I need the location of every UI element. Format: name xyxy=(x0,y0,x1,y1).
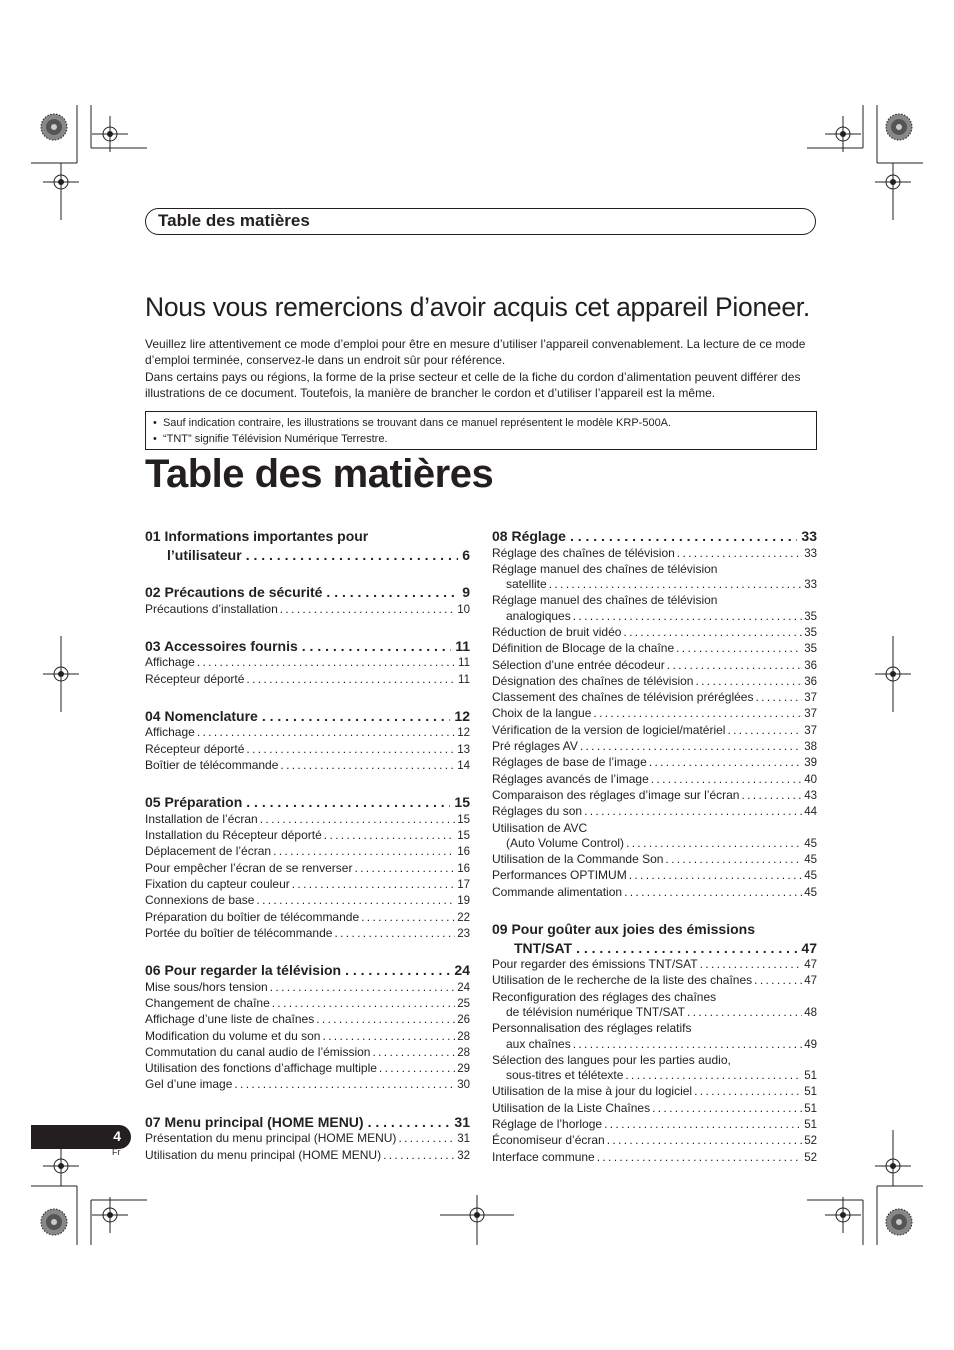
note-item: • Sauf indication contraire, les illustrations se trouvant dans ce manuel représentent le modèle KRP-500A. xyxy=(153,417,672,429)
entry-text: Portée du boîtier de télécommande xyxy=(145,925,333,940)
toc-entry[interactable]: Réglage manuel des chaînes de télévision xyxy=(492,561,718,576)
toc-section-09 xyxy=(492,920,817,1166)
toc-entry[interactable] xyxy=(492,658,817,674)
section-title-cont[interactable]: l’utilisateur xyxy=(167,546,242,563)
toc-entry[interactable] xyxy=(492,1068,817,1084)
section-title: 04 Nomenclature xyxy=(145,707,258,724)
toc-entry[interactable] xyxy=(145,742,470,758)
toc-section-03 xyxy=(145,637,470,688)
toc-entry[interactable] xyxy=(492,973,817,989)
entry-text: Interface commune xyxy=(492,1149,595,1164)
entry-text: Modification du volume et du son xyxy=(145,1028,321,1043)
entry-text: Présentation du menu principal (HOME MENU) xyxy=(145,1131,397,1146)
entry-text: Réglage des chaînes de télévision xyxy=(492,545,675,560)
entry-page: 49 xyxy=(804,1038,817,1051)
toc-entry[interactable]: Réglage manuel des chaînes de télévision xyxy=(492,593,718,608)
section-title: 02 Précautions de sécurité xyxy=(145,584,323,600)
entry-text: Installation de l’écran xyxy=(145,811,258,826)
entry-text: (Auto Volume Control) xyxy=(506,835,625,850)
entry-page: 37 xyxy=(804,692,817,705)
section-title: 08 Réglage xyxy=(492,528,566,544)
toc-column-right xyxy=(492,527,817,1185)
entry-page: 35 xyxy=(804,626,817,639)
toc-entry[interactable] xyxy=(145,602,470,618)
entry-text: Utilisation de la Liste Chaînes xyxy=(492,1100,651,1115)
entry-text: Pour regarder des émissions TNT/SAT xyxy=(492,957,698,972)
entry-text: aux chaînes xyxy=(506,1036,571,1051)
toc-entry[interactable] xyxy=(492,1005,817,1021)
entry-text: Boîtier de télécommande xyxy=(145,757,279,772)
entry-text: Définition de Blocage de la chaîne xyxy=(492,641,675,656)
toc-entry[interactable] xyxy=(145,725,470,741)
entry-page: 39 xyxy=(804,757,817,770)
entry-text: sous-titres et télétexte xyxy=(506,1068,624,1083)
toc-section-05 xyxy=(145,793,470,942)
toc-entry[interactable] xyxy=(492,674,817,690)
intro-paragraph-1: Veuillez lire attentivement ce mode d’emploi pour être en mesure d’utiliser l’appareil convenablement. La lecture de ce mode d’emploi terminée, conservez-le dans un endroit sûr pour référence. xyxy=(145,337,806,368)
entry-text: Affichage d’une liste de chaînes xyxy=(145,1012,315,1027)
toc-entry[interactable] xyxy=(492,625,817,641)
entry-page: 48 xyxy=(804,1006,817,1019)
entry-page: 23 xyxy=(457,927,470,940)
entry-text: Réglages du son xyxy=(492,804,583,819)
toc-entry[interactable] xyxy=(492,690,817,706)
toc-title: Table des matières xyxy=(145,452,494,496)
entry-page: 51 xyxy=(804,1102,817,1115)
toc-entry[interactable] xyxy=(145,1029,470,1045)
entry-text: Préparation du boîtier de télécommande xyxy=(145,909,360,924)
toc-entry[interactable] xyxy=(492,1037,817,1053)
entry-text: Gel d’une image xyxy=(145,1077,233,1092)
entry-page: 45 xyxy=(804,837,817,850)
entry-page: 36 xyxy=(804,675,817,688)
entry-page: 51 xyxy=(804,1070,817,1083)
toc-entry[interactable] xyxy=(492,706,817,722)
section-title-row[interactable] xyxy=(145,637,470,656)
entry-text: Réglage de l’horloge xyxy=(492,1117,603,1131)
toc-section-04 xyxy=(145,707,470,774)
entry-page: 45 xyxy=(804,886,817,899)
entry-page: 17 xyxy=(457,878,470,891)
toc-entry[interactable] xyxy=(145,655,470,671)
notes-box xyxy=(145,411,817,450)
entry-text: Réglages avancés de l’image xyxy=(492,771,649,786)
entry-page: 37 xyxy=(804,708,817,721)
entry-page: 26 xyxy=(457,1014,470,1027)
toc-entry[interactable] xyxy=(492,852,817,868)
toc-section-02 xyxy=(145,583,470,618)
toc-entry[interactable] xyxy=(145,758,470,774)
entry-page: 45 xyxy=(804,870,817,883)
toc-entry[interactable] xyxy=(145,1131,470,1147)
toc-section-01 xyxy=(145,527,470,564)
entry-page: 15 xyxy=(457,813,470,826)
toc-entry[interactable] xyxy=(145,828,470,844)
section-title: 05 Préparation xyxy=(145,794,243,811)
entry-text: Déplacement de l’écran xyxy=(145,844,272,859)
entry-text: Récepteur déporté xyxy=(145,671,245,686)
toc-section-06 xyxy=(145,961,470,1094)
entry-page: 44 xyxy=(804,806,817,819)
section-page: 15 xyxy=(454,794,470,811)
toc-entry[interactable] xyxy=(492,546,817,562)
entry-page: 33 xyxy=(804,579,817,592)
section-title-row[interactable] xyxy=(145,707,470,726)
intro-heading: Nous vous remercions d’avoir acquis cet appareil Pioneer. xyxy=(145,292,810,322)
entry-text: Utilisation des fonctions d’affichage multiple xyxy=(145,1061,377,1076)
entry-text: Utilisation du menu principal (HOME MENU) xyxy=(145,1147,382,1162)
entry-text: Réglages de base de l’image xyxy=(492,755,647,770)
entry-page: 52 xyxy=(804,1135,817,1148)
toc-entry[interactable] xyxy=(492,1150,817,1166)
header-bar xyxy=(145,208,816,235)
toc-entry[interactable] xyxy=(145,1077,470,1093)
toc-entry[interactable] xyxy=(145,910,470,926)
toc-section-08 xyxy=(492,527,817,901)
entry-page: 12 xyxy=(457,727,470,740)
toc-entry[interactable] xyxy=(145,1061,470,1077)
entry-text: Affichage xyxy=(145,655,195,670)
entry-page: 10 xyxy=(457,603,470,616)
section-page[interactable]: 47 xyxy=(801,939,817,956)
entry-page: 36 xyxy=(804,659,817,672)
section-title-row[interactable] xyxy=(492,527,817,546)
entry-page: 47 xyxy=(804,959,817,972)
entry-page: 43 xyxy=(804,789,817,802)
entry-page: 25 xyxy=(457,997,470,1010)
toc-entry[interactable] xyxy=(492,723,817,739)
entry-page: 16 xyxy=(457,862,470,875)
intro-paragraph-2: Dans certains pays ou régions, la forme de la prise secteur et celle de la fiche du cordon d’alimentation peuvent différer des illustrations de ce document. Toutefois, la manière de brancher le cordon et d’utiliser l’appareil est la même. xyxy=(145,370,801,401)
entry-text: Comparaison des réglages d’image sur l’écran xyxy=(492,787,740,802)
toc-entry[interactable] xyxy=(492,641,817,657)
entry-text: Réduction de bruit vidéo xyxy=(492,624,622,639)
entry-text: Utilisation de la Commande Son xyxy=(492,852,664,867)
entry-text: Changement de chaîne xyxy=(145,995,270,1010)
entry-text: Installation du Récepteur déporté xyxy=(145,828,322,843)
toc-entry[interactable] xyxy=(492,577,817,593)
toc-entry[interactable] xyxy=(492,1084,817,1100)
entry-page: 16 xyxy=(457,846,470,859)
entry-page: 13 xyxy=(457,743,470,756)
entry-text: Classement des chaînes de télévision préréglées xyxy=(492,690,754,705)
toc-entry[interactable] xyxy=(492,755,817,771)
toc-entry[interactable]: Reconfiguration des réglages des chaînes xyxy=(492,989,717,1004)
entry-page: 33 xyxy=(804,547,817,560)
entry-text: satellite xyxy=(506,577,547,592)
entry-text: Choix de la langue xyxy=(492,706,592,721)
toc-entry[interactable] xyxy=(145,996,470,1012)
header-title: Table des matières xyxy=(158,211,310,230)
entry-page: 38 xyxy=(804,741,817,754)
entry-page: 31 xyxy=(457,1133,470,1146)
entry-text: Mise sous/hors tension xyxy=(145,979,268,994)
entry-text: Précautions d’installation xyxy=(145,601,278,616)
entry-page: 30 xyxy=(457,1079,470,1092)
entry-text: Sélection d’une entrée décodeur xyxy=(492,657,665,672)
toc-column-left xyxy=(145,527,470,1183)
toc-entry[interactable] xyxy=(145,672,470,688)
entry-text: Commutation du canal audio de l’émission xyxy=(145,1044,371,1059)
toc-entry[interactable] xyxy=(492,739,817,755)
toc-entry[interactable] xyxy=(492,772,817,788)
entry-page: 29 xyxy=(457,1063,470,1076)
section-title: 06 Pour regarder la télévision xyxy=(145,962,342,979)
entry-page: 40 xyxy=(804,773,817,786)
toc-entry[interactable] xyxy=(145,893,470,909)
toc-entry[interactable] xyxy=(145,877,470,893)
page-tab xyxy=(31,1125,131,1149)
section-title: 07 Menu principal (HOME MENU) xyxy=(145,1113,364,1130)
section-title-row[interactable] xyxy=(145,961,470,980)
entry-page: 24 xyxy=(457,981,470,994)
entry-page: 32 xyxy=(457,1149,470,1162)
entry-page: 35 xyxy=(804,610,817,623)
entry-text: Connexions de base xyxy=(145,893,255,908)
section-page: 24 xyxy=(454,962,470,979)
toc-entry[interactable] xyxy=(492,836,817,852)
section-title-cont[interactable]: TNT/SAT xyxy=(514,939,573,956)
entry-page: 35 xyxy=(804,643,817,656)
entry-page: 51 xyxy=(804,1086,817,1099)
section-title[interactable]: 01 Informations importantes pour xyxy=(145,528,369,544)
entry-page: 28 xyxy=(457,1030,470,1043)
entry-text: Économiseur d’écran xyxy=(492,1133,605,1148)
entry-text: Performances OPTIMUM xyxy=(492,868,627,883)
entry-page: 51 xyxy=(804,1119,817,1131)
toc-entry[interactable] xyxy=(492,868,817,884)
toc-section-07 xyxy=(145,1113,470,1164)
toc-entry[interactable] xyxy=(145,861,470,877)
toc-entry[interactable] xyxy=(492,1101,817,1117)
section-title-row[interactable] xyxy=(145,583,470,602)
entry-text: Utilisation de la mise à jour du logiciel xyxy=(492,1084,693,1099)
entry-page: 19 xyxy=(457,895,470,908)
section-page[interactable]: 6 xyxy=(462,546,470,563)
toc-entry[interactable] xyxy=(145,926,470,942)
toc-entry[interactable] xyxy=(145,1012,470,1028)
toc-entry[interactable]: Utilisation de AVC xyxy=(492,820,588,835)
page-number: 4 xyxy=(113,1128,121,1144)
section-page: 31 xyxy=(454,1113,470,1130)
entry-text: Commande alimentation xyxy=(492,884,623,899)
entry-text: Récepteur déporté xyxy=(145,741,245,756)
entry-page: 47 xyxy=(804,975,817,988)
entry-text: de télévision numérique TNT/SAT xyxy=(506,1004,685,1019)
toc-entry[interactable] xyxy=(492,804,817,820)
toc-entry[interactable] xyxy=(145,844,470,860)
entry-text: Affichage xyxy=(145,725,195,740)
note-item: • “TNT” signifie Télévision Numérique Terrestre. xyxy=(153,433,388,445)
entry-text: Pour empêcher l’écran de se renverser xyxy=(145,860,353,875)
entry-text: Fixation du capteur couleur xyxy=(145,876,290,891)
section-page: 9 xyxy=(462,584,470,600)
toc-entry[interactable] xyxy=(492,1117,817,1133)
toc-entry[interactable]: Sélection des langues pour les parties audio, xyxy=(492,1052,731,1067)
toc-entry[interactable] xyxy=(145,812,470,828)
entry-text: analogiques xyxy=(506,608,571,623)
toc-entry[interactable] xyxy=(492,885,817,901)
section-page: 33 xyxy=(801,528,817,544)
toc-entry[interactable] xyxy=(492,957,817,973)
section-page: 11 xyxy=(455,637,470,654)
entry-text: Utilisation de le recherche de la liste des chaînes xyxy=(492,973,753,988)
toc-entry[interactable] xyxy=(145,980,470,996)
entry-page: 11 xyxy=(458,657,470,670)
toc-entry[interactable] xyxy=(492,788,817,804)
entry-page: 52 xyxy=(804,1151,817,1164)
entry-text: Vérification de la version de logiciel/matériel xyxy=(492,722,726,737)
entry-page: 28 xyxy=(457,1046,470,1059)
entry-page: 22 xyxy=(457,911,470,924)
toc-entry[interactable] xyxy=(492,609,817,625)
section-title[interactable]: 09 Pour goûter aux joies des émissions xyxy=(492,921,755,938)
entry-page: 45 xyxy=(804,854,817,867)
entry-page: 37 xyxy=(804,724,817,737)
toc-entry[interactable]: Personnalisation des réglages relatifs xyxy=(492,1021,692,1036)
entry-text: Pré réglages AV xyxy=(492,739,578,754)
entry-text: Désignation des chaînes de télévision xyxy=(492,673,694,688)
toc-entry[interactable] xyxy=(492,1133,817,1149)
section-title: 03 Accessoires fournis xyxy=(145,637,298,654)
entry-page: 15 xyxy=(457,830,470,843)
section-page: 12 xyxy=(454,707,470,724)
section-title-row[interactable] xyxy=(145,1113,470,1132)
section-title-row[interactable] xyxy=(145,793,470,812)
toc-entry[interactable] xyxy=(145,1148,470,1164)
language-code: Fr xyxy=(112,1147,121,1157)
entry-page: 11 xyxy=(458,673,470,686)
entry-page: 14 xyxy=(457,759,470,772)
toc-entry[interactable] xyxy=(145,1045,470,1061)
